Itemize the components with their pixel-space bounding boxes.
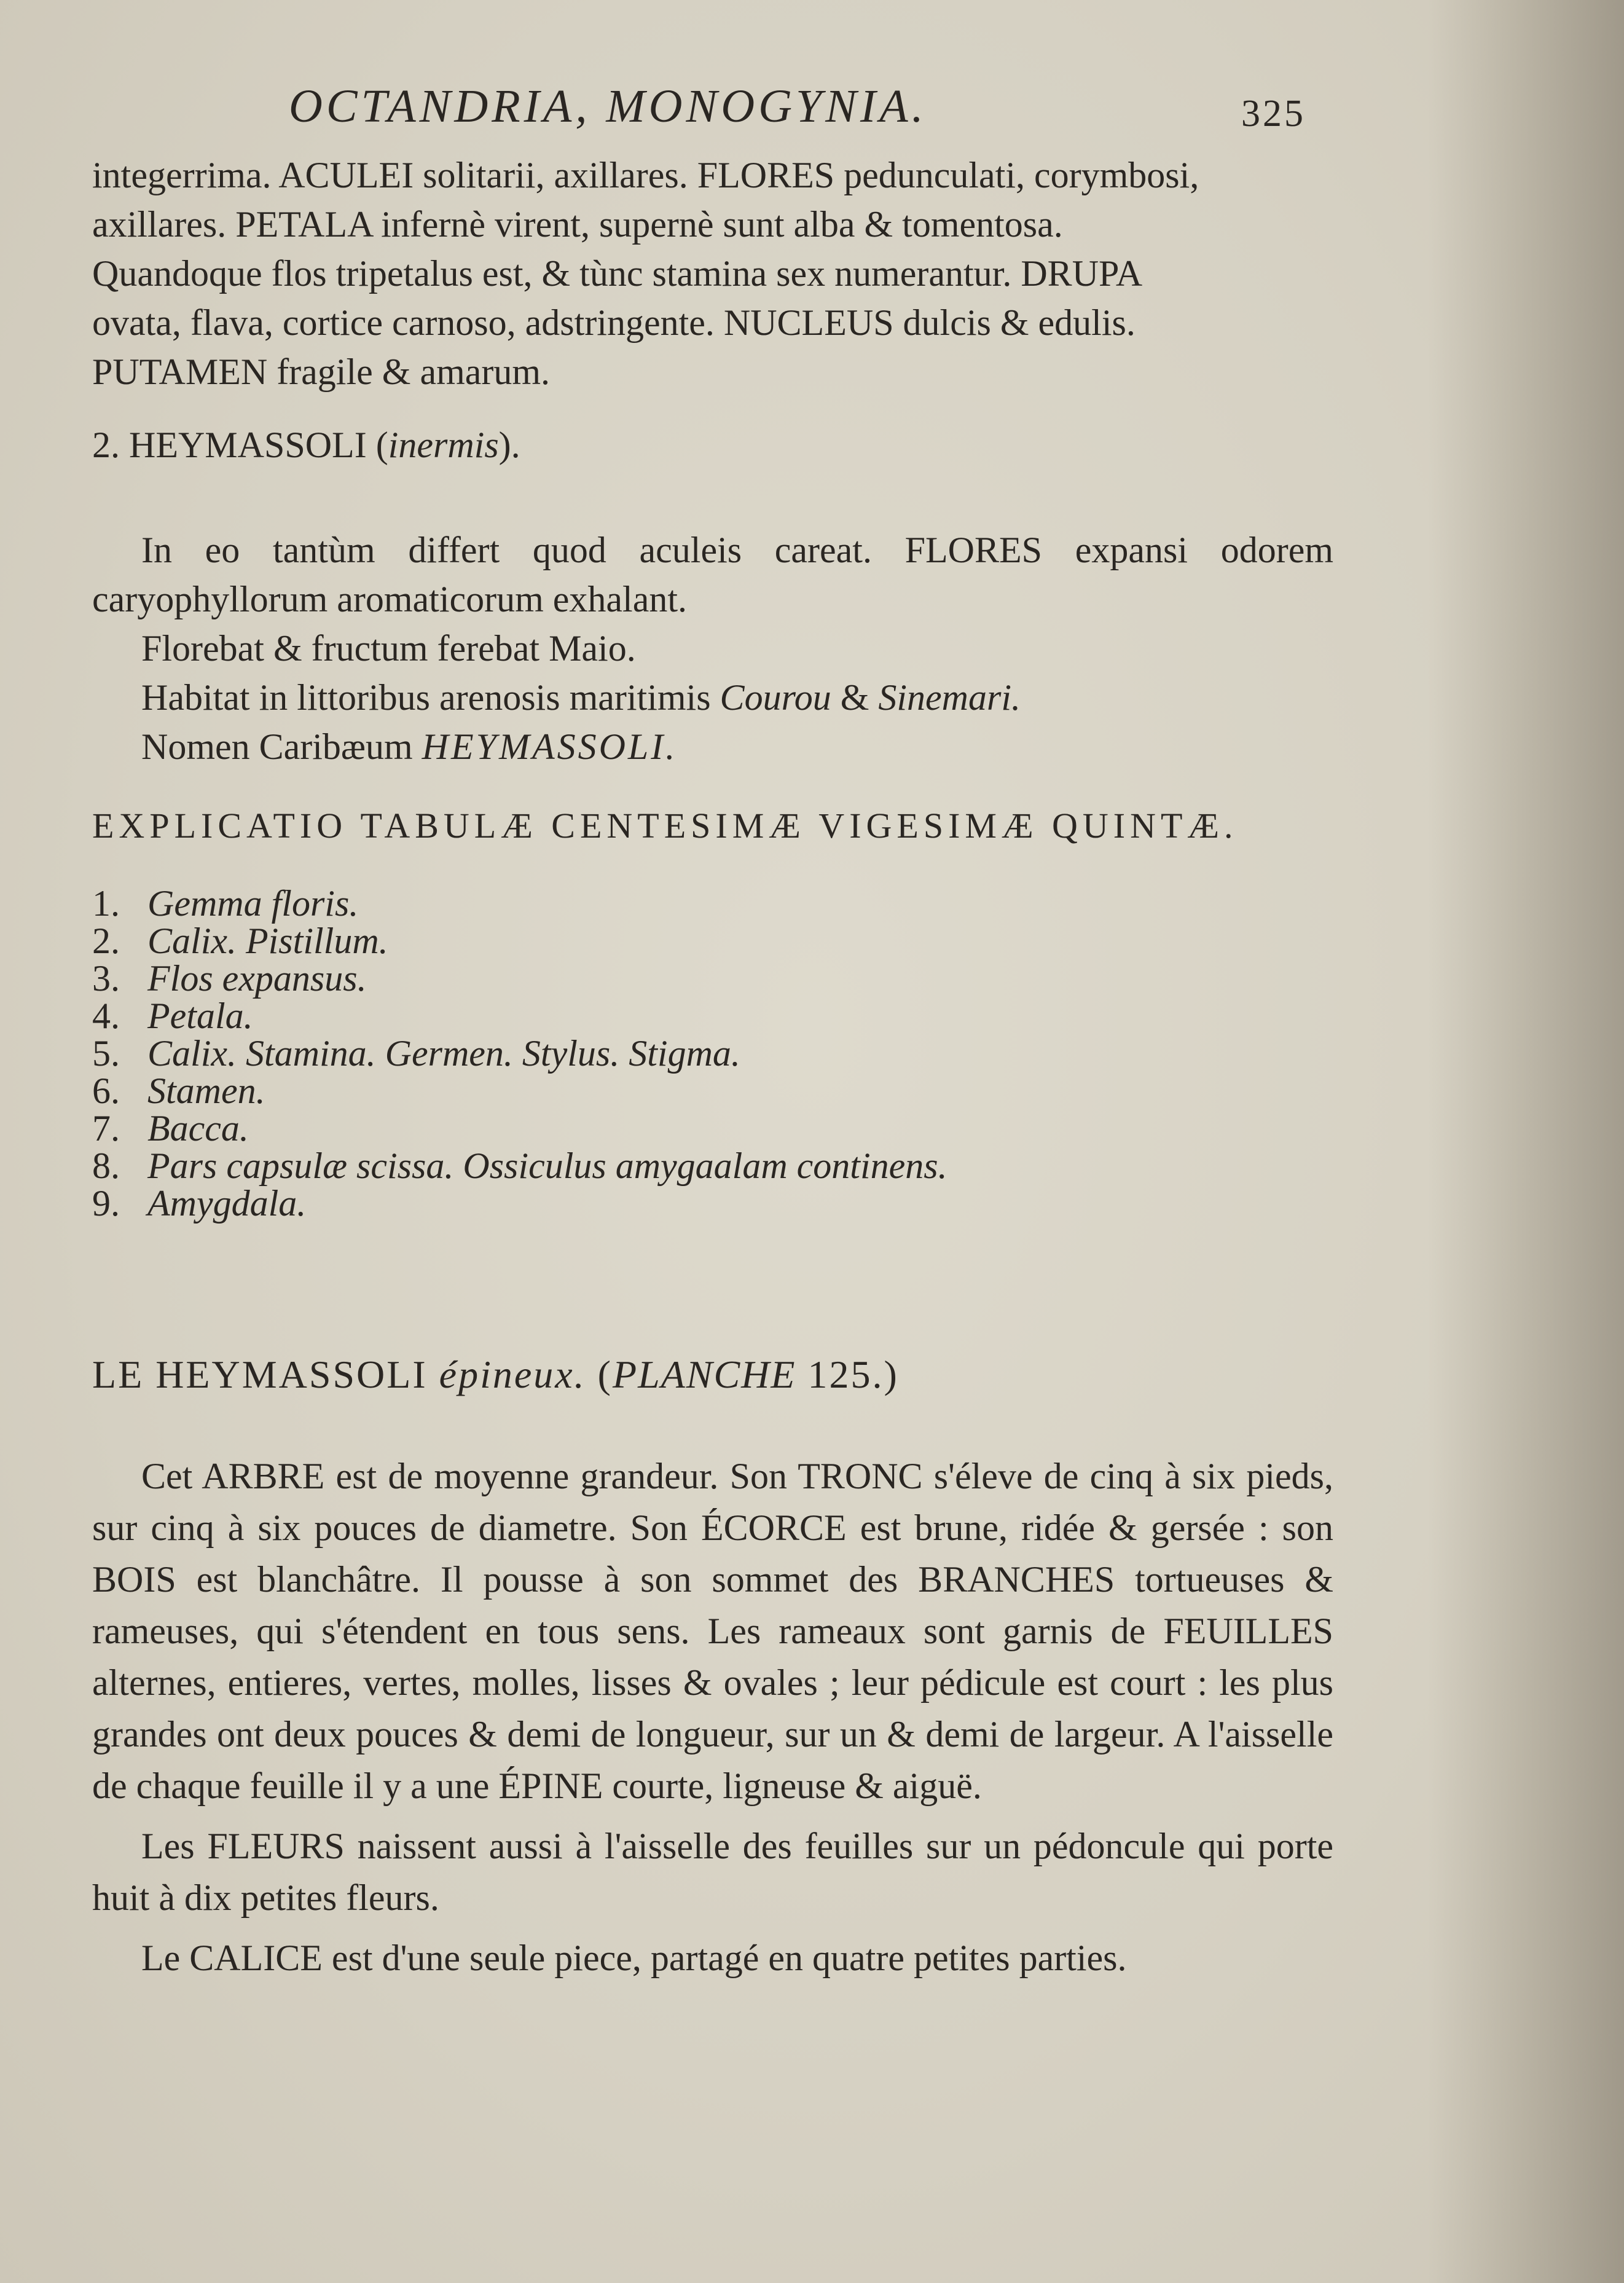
page-number: 325	[1241, 93, 1306, 135]
flowering-text: Florebat & fructum ferebat Maio.	[141, 628, 636, 669]
intro-line: Quandoque flos tripetalus est, & tùnc stamina sex numerantur. DRUPA	[92, 253, 1143, 294]
caribbean-name-text: Nomen Caribæum HEYMASSOLI.	[141, 726, 678, 767]
list-item: 6. Stamen.	[92, 1071, 265, 1111]
intro-line: ovata, flava, cortice carnoso, adstringente. NUCLEUS dulcis & edulis.	[92, 302, 1136, 343]
flowers-text: Les FLEURS naissent aussi à l'aisselle des feuilles sur un pédoncule qui porte huit à dix petites fleurs.	[92, 1826, 1333, 1918]
running-header: OCTANDRIA, MONOGYNIA.	[289, 81, 927, 132]
list-item: 1. Gemma floris.	[92, 883, 359, 924]
plate-figure-list	[92, 885, 1198, 1222]
french-description	[92, 1450, 1333, 1984]
list-item: 8. Pars capsulæ scissa. Ossiculus amygaalam continens.	[92, 1145, 947, 1186]
french-species-heading: LE HEYMASSOLI épineux. (PLANCHE 125.)	[92, 1353, 899, 1396]
intro-line: axillares. PETALA infernè virent, supernè sunt alba & tomentosa.	[92, 204, 1063, 245]
habitat-text: Habitat in littoribus arenosis maritimis Courou & Sinemari.	[141, 677, 1021, 718]
species-description	[92, 525, 1333, 771]
species-heading: 2. HEYMASSOLI (inermis).	[92, 425, 520, 465]
intro-line: PUTAMEN fragile & amarum.	[92, 352, 551, 392]
list-item: 2. Calix. Pistillum.	[92, 921, 388, 961]
list-item: 9. Amygdala.	[92, 1183, 307, 1224]
intro-paragraph	[92, 151, 1333, 396]
plate-explanation-heading: EXPLICATIO TABULÆ CENTESIMÆ VIGESIMÆ QUINTÆ.	[92, 806, 1238, 846]
page-shadow	[1427, 0, 1624, 2283]
tree-description-text: Cet ARBRE est de moyenne grandeur. Son TRONC s'éleve de cinq à six pieds, sur cinq à six pouces de diametre. Son ÉCORCE est brune, ridée & gersée : son BOIS est blanchâtre. Il pousse à son sommet des BRANCHES tortueuses & rameuses, qui s'étendent en tous sens. Les rameaux sont garnis de FEUILLES alternes, entieres, vertes, molles, lisses & ovales ; leur pédicule est court : les plus grandes ont deux pouces & demi de longueur, sur un & demi de largeur. A l'aisselle de chaque feuille il y a une ÉPINE courte, ligneuse & aiguë.	[92, 1456, 1333, 1806]
list-item: 5. Calix. Stamina. Germen. Stylus. Stigma.	[92, 1033, 740, 1074]
description-text: In eo tantùm differt quod aculeis careat. FLORES expansi odorem caryophyllorum aromaticorum exhalant.	[92, 530, 1333, 619]
list-item: 7. Bacca.	[92, 1108, 249, 1149]
intro-line: integerrima. ACULEI solitarii, axillares. FLORES pedunculati, corymbosi,	[92, 155, 1199, 195]
calyx-text: Le CALICE est d'une seule piece, partagé en quatre petites parties.	[141, 1938, 1127, 1978]
list-item: 3. Flos expansus.	[92, 958, 367, 999]
list-item: 4. Petala.	[92, 996, 253, 1036]
